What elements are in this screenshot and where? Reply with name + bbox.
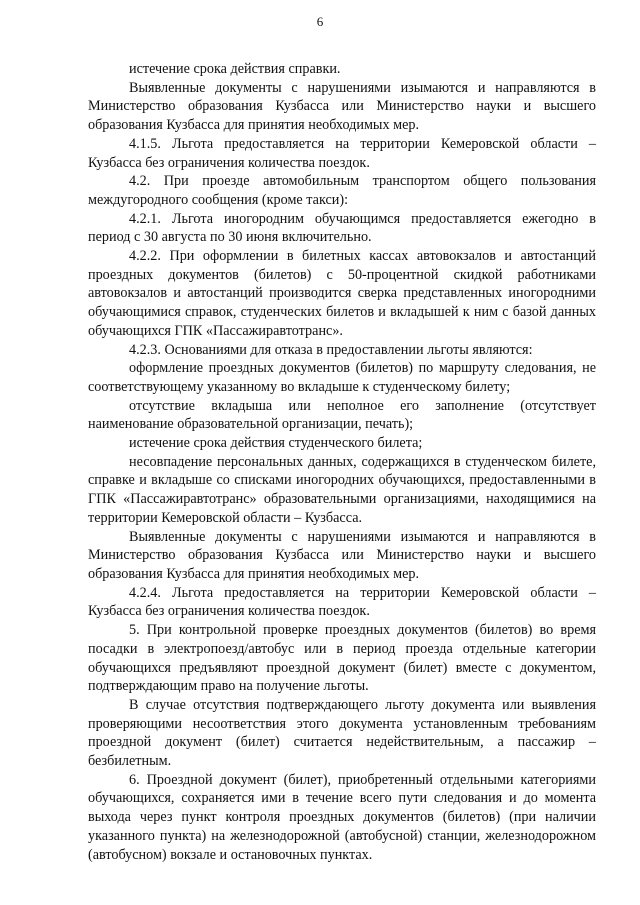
paragraph: истечение срока действия справки. [129, 61, 341, 77]
page-number: 6 [316, 14, 324, 29]
paragraph: 4.1.5. Льгота предоставляется на территории Кемеровской области – Кузбасса без ограничения количества поездок. [88, 135, 596, 171]
paragraph: 5. При контрольной проверке проездных документов (билетов) во время посадки в электропоезд/автобус или в период проезда отдельные категории обучающихся предъявляют проездной документ (билет) вместе с документом, подтверждающим право на получение льготы. [88, 622, 596, 695]
paragraph: 4.2.3. Основаниями для отказа в предоставлении льготы являются: [129, 341, 533, 358]
paragraph: несовпадение персональных данных, содержащихся в студенческом билете, справке и вкладыше со списками иногородних обучающихся, предоставленными в ГПК «Пассажиравтотранс» образовательными организациями, находящимися на территории Кемеровской области – Кузбасса. [88, 453, 596, 526]
paragraph: Выявленные документы с нарушениями изымаются и направляются в Министерство образования Кузбасса или Министерство науки и высшего образования Кузбасса для принятия необходимых мер. [88, 79, 596, 134]
paragraph: 4.2.4. Льгота предоставляется на территории Кемеровской области – Кузбасса без ограничения количества поездок. [88, 584, 596, 620]
paragraph: 4.2.1. Льгота иногородним обучающимся предоставляется ежегодно в период с 30 августа по 30 июня включительно. [88, 210, 596, 246]
paragraph: В случае отсутствия подтверждающего льготу документа или выявления проверяющими несоответствия этого документа установленным требованиям проездной документ (билет) считается недействительным, а пассажир – безбилетным. [88, 696, 596, 770]
paragraph: 4.2. При проезде автомобильным транспортом общего пользования междугородного сообщения (кроме такси): [88, 173, 596, 208]
paragraph: Выявленные документы с нарушениями изымаются и направляются в Министерство образования Кузбасса или Министерство науки и высшего образования Кузбасса для принятия необходимых мер. [88, 528, 596, 582]
paragraph: 4.2.2. При оформлении в билетных кассах автовокзалов и автостанций проездных документов (билетов) с 50-процентной скидкой работниками автовокзалов и автостанций производится сверка представленных иногородними обучающимися справок, студенческих билетов и вкладышей к ним с базой данных обучающихся ГПК «Пассажиравтотранс». [88, 248, 596, 339]
paragraph: 6. Проездной документ (билет), приобретенный отдельными категориями обучающихся, сохраняется ими в течение всего пути следования и до момента выхода через пункт контроля проездных документов (билетов) (при наличии указанного пункта) на железнодорожной (автобусной) станции, железнодорожном (автобусном) вокзале и остановочных пунктах. [88, 771, 596, 863]
paragraph: истечение срока действия студенческого билета; [129, 435, 423, 452]
document-body [88, 60, 596, 864]
paragraph: оформление проездных документов (билетов) по маршруту следования, не соответствующему указанному во вкладыше к студенческому билету; [88, 360, 596, 395]
paragraph: отсутствие вкладыша или неполное его заполнение (отсутствует наименование образовательной организации, печать); [88, 397, 596, 433]
